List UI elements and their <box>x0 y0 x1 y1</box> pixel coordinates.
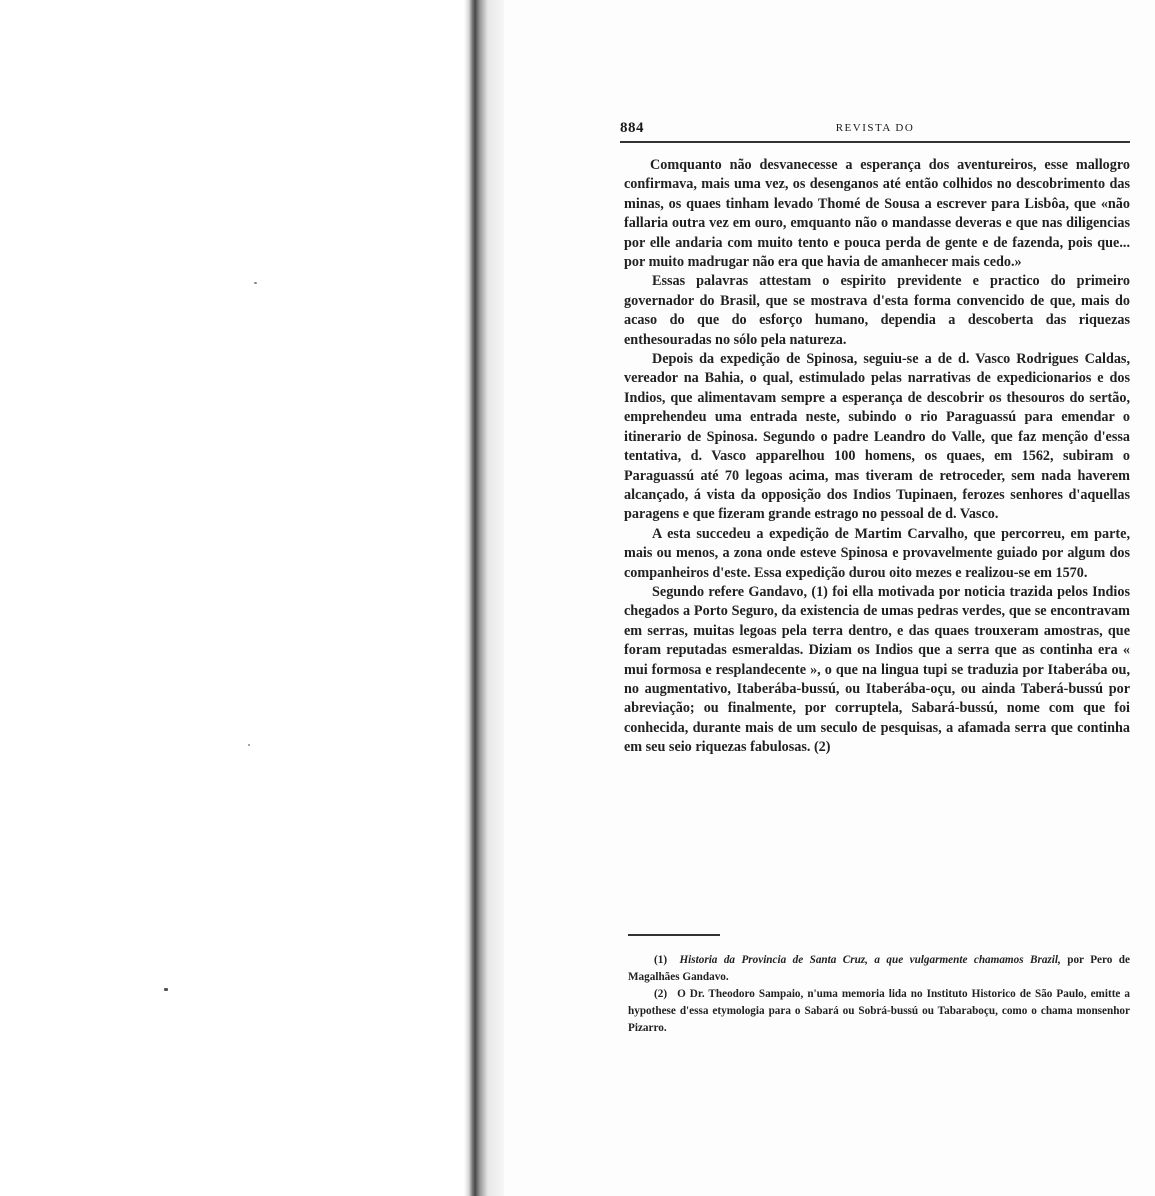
footnote-title: Historia da Provincia de Santa Cruz, a que vulgarmente chamamos Brazil, <box>679 954 1061 966</box>
paragraph: Comquanto não desvanecesse a esperança dos aventureiros, esse mallogro confirmava, mais uma vez, os desenganos até então colhidos no descobrimento das minas, os quaes tinham levado Thomé de Sousa a escrever para Lisbôa, que «não fallaria outra vez em ouro, emquanto não o mandasse deveras e que nas diligencias por elle andaria com muito tento e pouca perda de gente e de fazenda, pois que... por muito madrugar não era que havia de amanhecer mais cedo.» <box>624 157 1130 271</box>
footnote <box>628 986 1130 1037</box>
scan-speck <box>254 282 257 284</box>
book-gutter <box>464 0 504 1196</box>
page-number: 884 <box>620 120 644 136</box>
footnote-number: (1) <box>654 954 668 966</box>
paragraph: A esta succedeu a expedição de Martim Carvalho, que percorreu, em parte, mais ou menos, a zona onde esteve Spinosa e provavelmente guiado por algum dos companheiros d'este. Essa expedição durou oito mezes e realizou-se em 1570. <box>624 525 1130 581</box>
footnote <box>628 952 1130 986</box>
paragraph: Segundo refere Gandavo, (1) foi ella motivada por noticia trazida pelos Indios chegados a Porto Seguro, da existencia de umas pedras verdes, que se encontravam em serras, muitas legoas pela terra dentro, e das quaes trouxeram amostras, que foram reputadas esmeraldas. Diziam os Indios que a serra que as continha era « mui formosa e resplandecente », o que na lingua tupi se traduzia por Itaberába ou, no augmentativo, Itaberába-bussú, ou Itaberába-oçu, ou ainda Taberá-bussú por abreviação; ou finalmente, por corruptela, Sabará-bussú, nome com que foi conhecida, durante mais de um seculo de pesquisas, a afamada serra que continha em seu seio riquezas fabulosas. (2) <box>624 583 1130 756</box>
footnote-number: (2) <box>654 988 668 1000</box>
scan-speck <box>248 744 250 746</box>
body-text <box>624 156 1130 758</box>
paragraph: Essas palavras attestam o espirito previdente e practico do primeiro governador do Brasil, que se mostrava d'esta forma convencido de que, mais do acaso do que do esforço humano, dependia a descoberta das riquezas enthesouradas no sólo pela natureza. <box>624 273 1130 348</box>
running-head: REVISTA DO <box>835 122 915 134</box>
footnote-text: por Pero de Magalhães Gandavo. <box>628 954 1130 983</box>
scan-speck <box>164 988 168 991</box>
footnote-text: O Dr. Theodoro Sampaio, n'uma memoria lida no Instituto Historico de São Paulo, emitte a hypothese d'essa etymologia para o Sabará ou Sobrá-bussú ou Tabaraboçu, como o chama monsenhor Pizarro. <box>628 988 1131 1034</box>
footnote-rule <box>628 934 720 936</box>
footnotes <box>628 952 1130 1037</box>
left-blank-page <box>0 0 470 1196</box>
header-rule <box>620 141 1130 146</box>
paragraph: Depois da expedição de Spinosa, seguiu-se a de d. Vasco Rodrigues Caldas, vereador na Bahia, o qual, estimulado pelas narrativas de expedicionarios e dos Indios, que alimentavam sempre a esperança de descobrir os thesouros do sertão, emprehendeu uma entrada neste, subindo o rio Paraguassú para emendar o itinerario de Spinosa. Segundo o padre Leandro do Valle, que faz menção d'essa tentativa, d. Vasco apparelhou 100 homens, os quaes, em 1562, subiram o Paraguassú até 70 legoas acima, mas tiveram de retroceder, sem nada haverem alcançado, á vista da opposição dos Indios Tupinaen, ferozes senhores d'aquellas paragens e que fizeram grande estrago no pessoal de d. Vasco. <box>624 351 1130 523</box>
